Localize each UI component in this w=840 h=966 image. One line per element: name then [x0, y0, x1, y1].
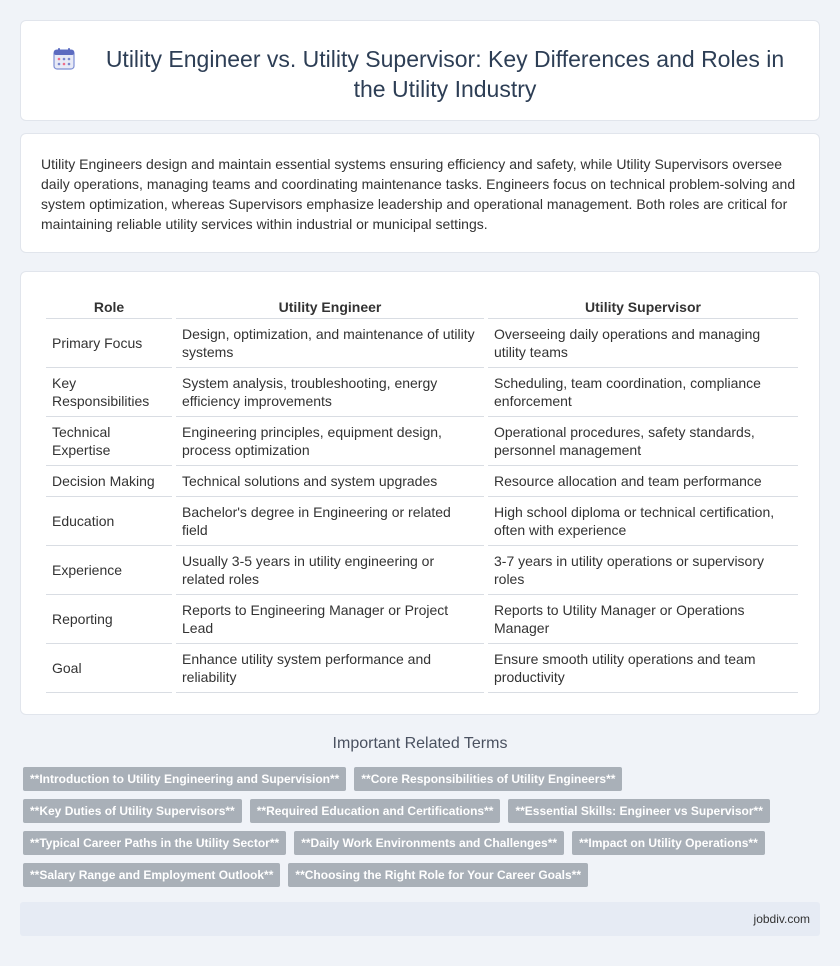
calendar-icon: [52, 47, 76, 71]
related-term-tag[interactable]: **Typical Career Paths in the Utility Sector**: [23, 831, 286, 855]
related-term-tag[interactable]: **Choosing the Right Role for Your Career Goals**: [288, 863, 588, 887]
supervisor-cell: 3-7 years in utility operations or supervisory roles: [488, 546, 798, 595]
supervisor-cell: Reports to Utility Manager or Operations Manager: [488, 595, 798, 644]
supervisor-cell: Ensure smooth utility operations and team productivity: [488, 644, 798, 693]
table-row: [46, 466, 798, 497]
row-label: Goal: [46, 644, 172, 693]
supervisor-cell: Overseeing daily operations and managing utility teams: [488, 319, 798, 368]
row-label: Technical Expertise: [46, 417, 172, 466]
supervisor-cell: Scheduling, team coordination, compliance enforcement: [488, 368, 798, 417]
engineer-cell: Enhance utility system performance and reliability: [176, 644, 484, 693]
summary-text: Utility Engineers design and maintain essential systems ensuring efficiency and safety, while Utility Supervisors oversee daily operations, managing teams and coordinating maintenance tasks. Engineers focus on technical problem-solving and system optimization, whereas Supervisors emphasize leadership and operational management. Both roles are critical for maintaining reliable utility services within industrial or municipal settings.: [41, 156, 796, 232]
table-row: [46, 417, 798, 466]
related-term-tag[interactable]: **Key Duties of Utility Supervisors**: [23, 799, 242, 823]
column-header-utility-engineer: Utility Engineer: [176, 296, 484, 319]
related-term-tag[interactable]: **Daily Work Environments and Challenges**: [294, 831, 564, 855]
engineer-cell: Reports to Engineering Manager or Project Lead: [176, 595, 484, 644]
supervisor-cell: Resource allocation and team performance: [488, 466, 798, 497]
footer: [20, 902, 820, 936]
related-term-tag[interactable]: **Introduction to Utility Engineering and Supervision**: [23, 767, 346, 791]
column-header-role: Role: [46, 296, 172, 319]
engineer-cell: Engineering principles, equipment design, process optimization: [176, 417, 484, 466]
table-row: [46, 368, 798, 417]
engineer-cell: Design, optimization, and maintenance of utility systems: [176, 319, 484, 368]
row-label: Primary Focus: [46, 319, 172, 368]
comparison-table-card: [20, 271, 820, 715]
supervisor-cell: High school diploma or technical certification, often with experience: [488, 497, 798, 546]
row-label: Reporting: [46, 595, 172, 644]
engineer-cell: Technical solutions and system upgrades: [176, 466, 484, 497]
related-term-tag[interactable]: **Core Responsibilities of Utility Engineers**: [354, 767, 622, 791]
supervisor-cell: Operational procedures, safety standards, personnel management: [488, 417, 798, 466]
engineer-cell: System analysis, troubleshooting, energy efficiency improvements: [176, 368, 484, 417]
related-terms-list: [23, 767, 803, 887]
page-title: Utility Engineer vs. Utility Supervisor: Key Differences and Roles in the Utility Industry: [105, 46, 785, 102]
header-card: [20, 20, 820, 121]
table-row: [46, 497, 798, 546]
table-header-row: [46, 296, 798, 319]
summary-card: [20, 133, 820, 253]
comparison-table: [42, 296, 802, 693]
related-term-tag[interactable]: **Salary Range and Employment Outlook**: [23, 863, 280, 887]
engineer-cell: Bachelor's degree in Engineering or related field: [176, 497, 484, 546]
table-row: [46, 595, 798, 644]
row-label: Key Responsibilities: [46, 368, 172, 417]
row-label: Education: [46, 497, 172, 546]
related-term-tag[interactable]: **Impact on Utility Operations**: [572, 831, 765, 855]
footer-site-link[interactable]: jobdiv.com: [753, 912, 810, 926]
table-row: [46, 546, 798, 595]
table-row: [46, 319, 798, 368]
related-term-tag[interactable]: **Essential Skills: Engineer vs Supervisor**: [508, 799, 769, 823]
row-label: Decision Making: [46, 466, 172, 497]
table-row: [46, 644, 798, 693]
column-header-utility-supervisor: Utility Supervisor: [488, 296, 798, 319]
related-terms-heading: Important Related Terms: [332, 735, 508, 752]
engineer-cell: Usually 3-5 years in utility engineering or related roles: [176, 546, 484, 595]
row-label: Experience: [46, 546, 172, 595]
related-term-tag[interactable]: **Required Education and Certifications**: [250, 799, 501, 823]
